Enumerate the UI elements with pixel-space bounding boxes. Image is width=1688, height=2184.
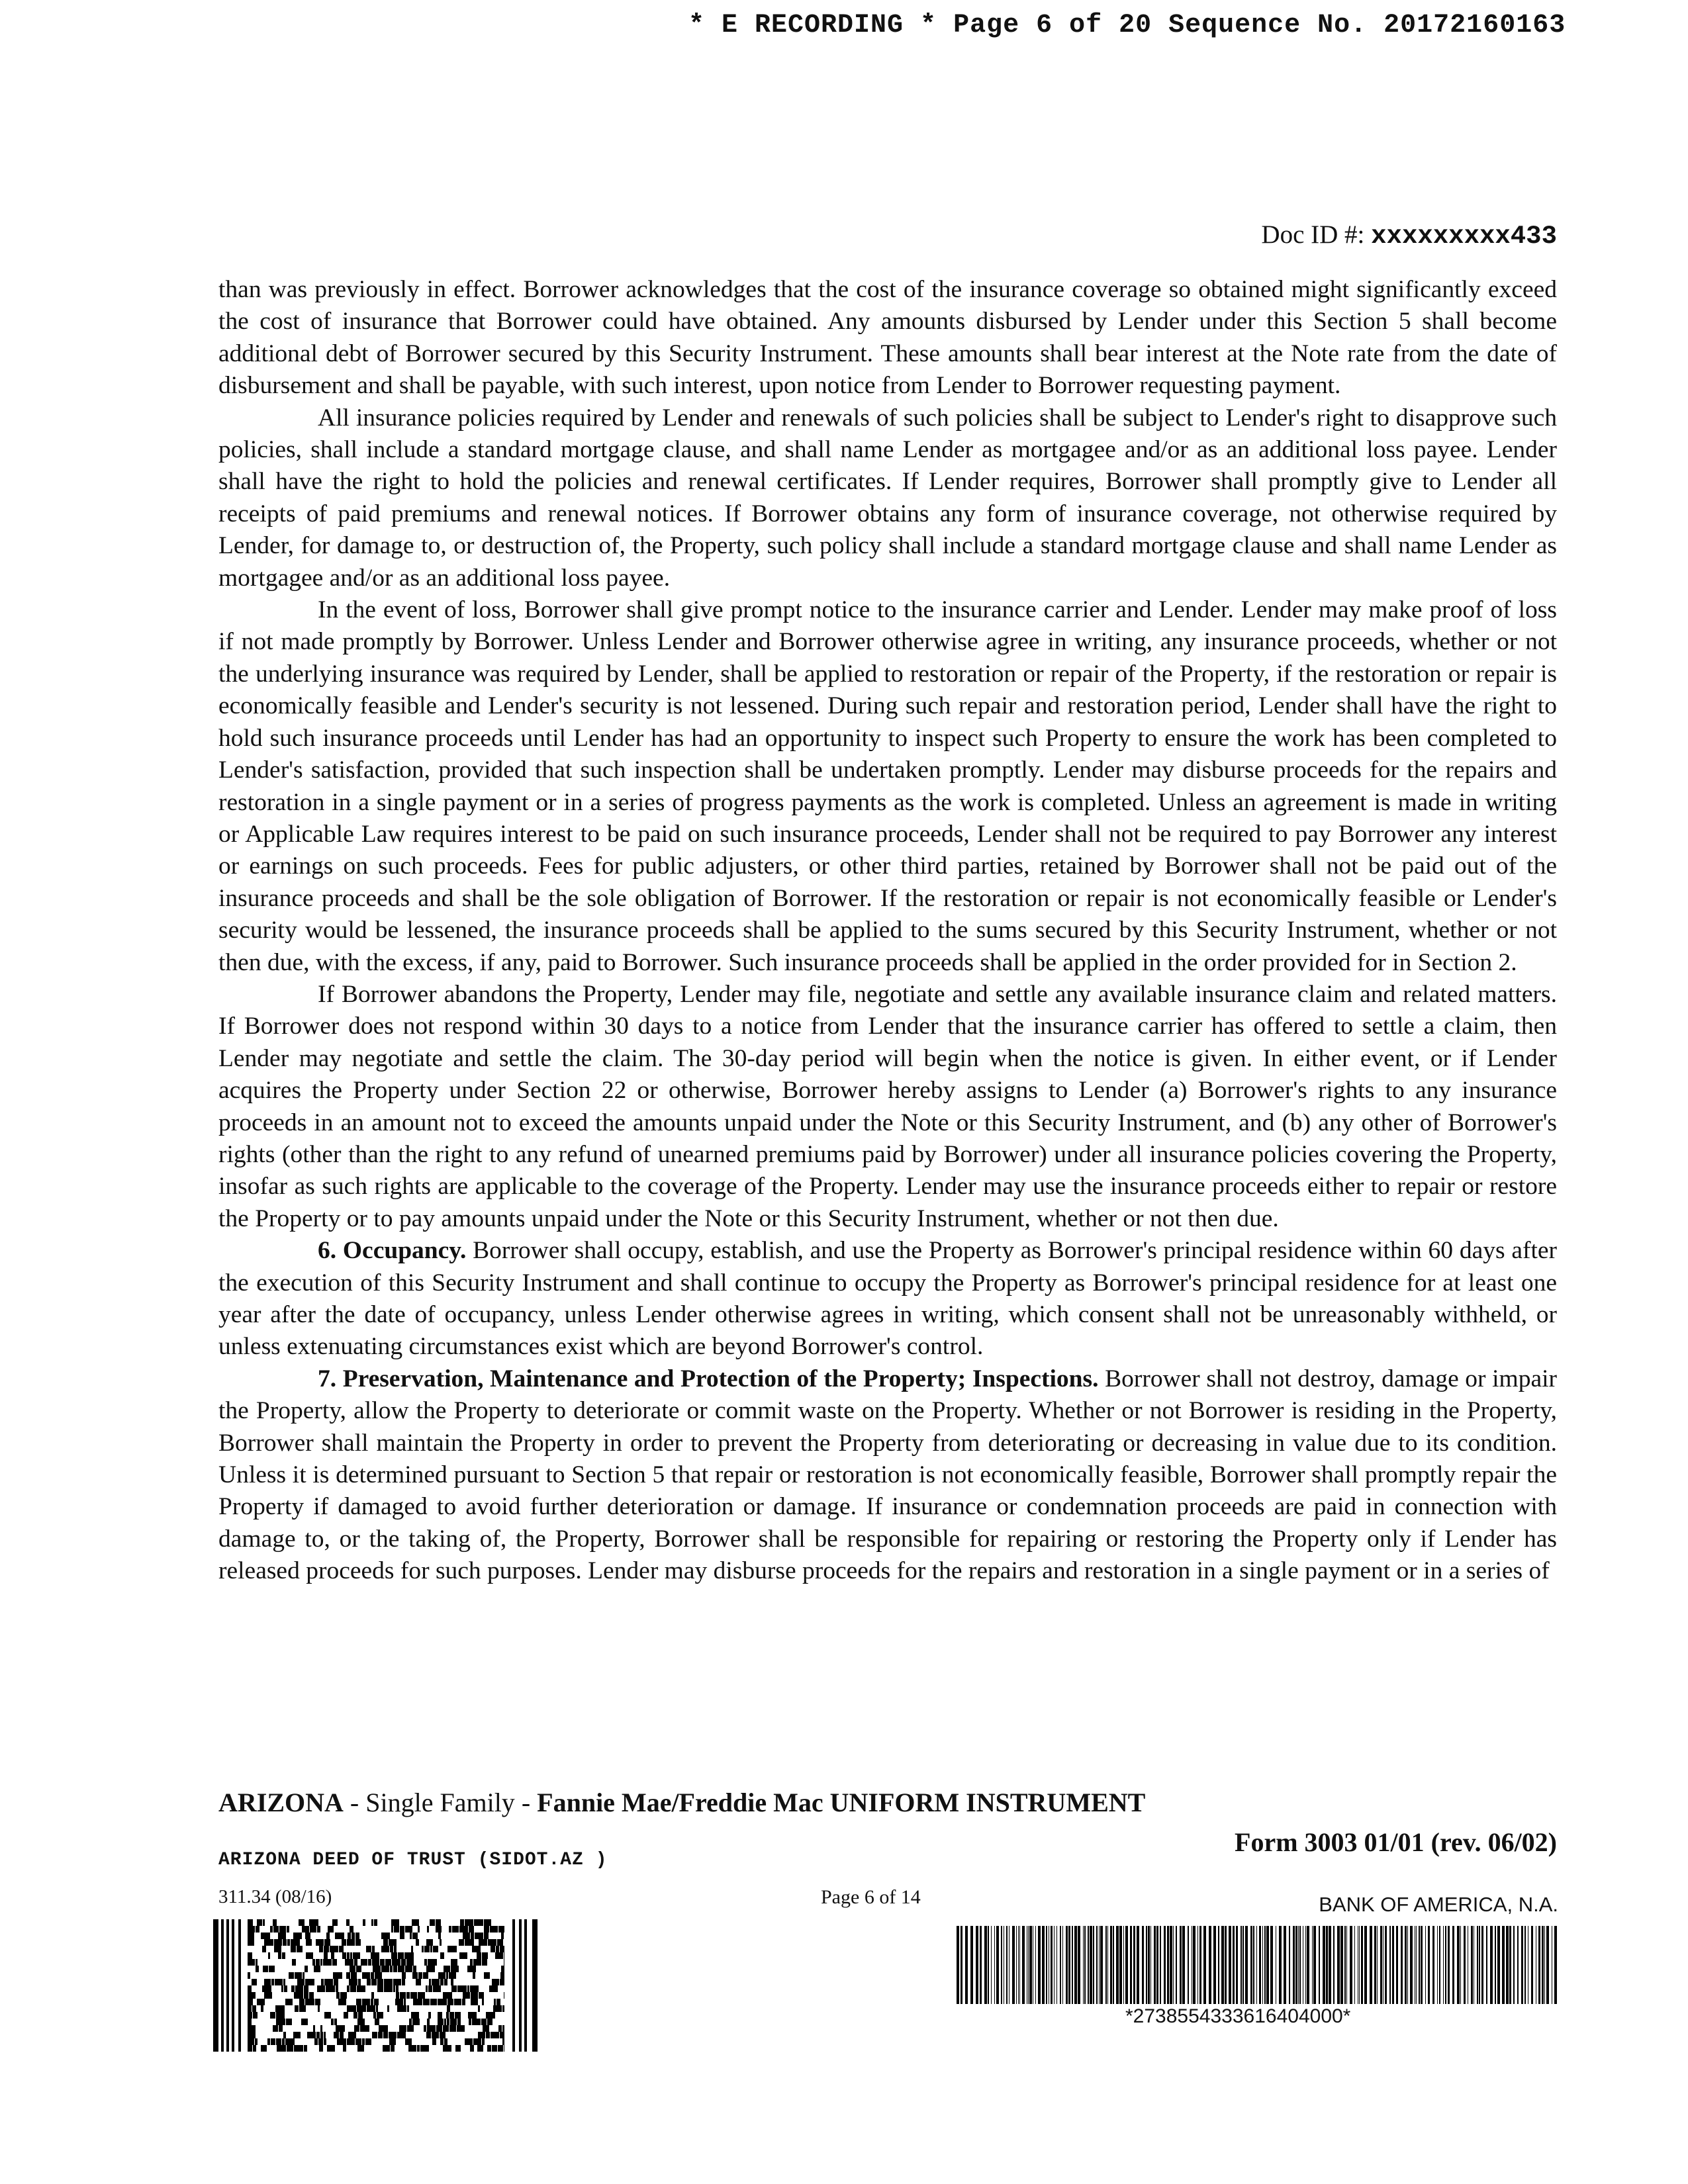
footer-page-number: Page 6 of 14 [821,1886,921,1908]
occupancy-text: Borrower shall occupy, establish, and use the Property as Borrower's principal residence within 60 days after the execution of this Security Instrument and shall continue to occupy the Property as Borrower's principal residence for at least one year after the date of occupancy, unless Lender otherwise agrees in writing, which consent shall not be unreasonably withheld, or unless extenuating circumstances exist which are beyond Borrower's control. [218,1237,1558,1361]
doc-id-value: xxxxxxxxx433 [1371,222,1557,251]
paragraph-event-of-loss: In the event of loss, Borrower shall give prompt notice to the insurance carrier and Lender. Lender may make proof of loss if not made promptly by Borrower. Unless Lender and Borrower otherwise agree in writing, any insurance proceeds, whether or not the underlying insurance was required by Lender, shall be applied to restoration or repair of the Property, if the restoration or repair is economically feasible and Lender's security is not lessened. During such repair and restoration period, Lender shall have the right to hold such insurance proceeds until Lender has had an opportunity to inspect such Property to ensure the work has been completed to Lender's satisfaction, provided that such inspection shall be undertaken promptly. Lender may disburse proceeds for the repairs and restoration in a single payment or in a series of progress payments as the work is completed. Unless an agreement is made in writing or Applicable Law requires interest to be paid on such insurance proceeds, Lender shall not be required to pay Borrower any interest or earnings on such proceeds. Fees for public adjusters, or other third parties, retained by Borrower shall not be paid out of the insurance proceeds and shall be the sole obligation of Borrower. If the restoration or repair is not economically feasible or Lender's security would be lessened, the insurance proceeds shall be applied to the sums secured by this Security Instrument, whether or not then due, with the excess, if any, paid to Borrower. Such insurance proceeds shall be applied in the order provided for in Section 2. [218,596,1557,976]
document-body [218,274,1557,1588]
preservation-text: Borrower shall not destroy, damage or impair the Property, allow the Property to deteriorate or commit waste on the Property. Whether or not Borrower is residing in the Property, Borrower shall maintain the Property in order to prevent the Property from deteriorating or decreasing in value due to its condition. Unless it is determined pursuant to Section 5 that repair or restoration is not economically feasible, Borrower shall promptly repair the Property if damaged to avoid further deterioration or damage. If insurance or condemnation proceeds are paid in connection with damage to, or the taking of, the Property, Borrower shall be responsible for repairing or restoring the Property only if Lender has released proceeds for such purposes. Lender may disburse proceeds for the repairs and restoration in a single payment or in a series of [218,1365,1558,1585]
linear-barcode-image [957,1926,1559,2004]
footer-version: 311.34 (08/16) [218,1886,332,1907]
paragraph-preservation [218,1363,1557,1588]
section-heading-occupancy: 6. Occupancy. [318,1237,467,1265]
pdf417-barcode-image [213,1919,538,2052]
paragraph-insurance-cost: than was previously in effect. Borrower acknowledges that the cost of the insurance coverage so obtained might significantly exceed the cost of insurance that Borrower could have obtained. Any amounts disbursed by Lender under this Section 5 shall become additional debt of Borrower secured by this Security Instrument. These amounts shall bear interest at the Note rate from the date of disbursement and shall be payable, with such interest, upon notice from Lender to Borrower requesting payment. [218,276,1557,400]
footer-family: Single Family [365,1788,515,1817]
paragraph-occupancy [218,1235,1557,1363]
doc-id-label: Doc ID #: [1261,220,1365,249]
footer-separator: - [343,1788,366,1817]
recording-header: * E RECORDING * Page 6 of 20 Sequence No. 20172160163 [688,11,1566,40]
footer-separator: - [514,1788,538,1817]
footer-deed-title: ARIZONA DEED OF TRUST (SIDOT.AZ ) [218,1850,608,1870]
footer-state: ARIZONA [218,1788,344,1817]
barcode-number: *2738554333616404000* [1125,2005,1351,2027]
footer-instrument: Fannie Mae/Freddie Mac UNIFORM INSTRUMENT [537,1788,1146,1817]
footer-form-number: Form 3003 01/01 (rev. 06/02) [1235,1827,1557,1857]
footer-bank-name: BANK OF AMERICA, N.A. [1319,1893,1558,1916]
section-heading-preservation: 7. Preservation, Maintenance and Protection of the Property; Inspections. [318,1365,1099,1392]
paragraph-abandonment: If Borrower abandons the Property, Lender may file, negotiate and settle any available insurance claim and related matters. If Borrower does not respond within 30 days to a notice from Lender that the insurance carrier has offered to settle a claim, then Lender may negotiate and settle the claim. The 30-day period will begin when the notice is given. In either event, or if Lender acquires the Property under Section 22 or otherwise, Borrower hereby assigns to Lender (a) Borrower's rights to any insurance proceeds in an amount not to exceed the amounts unpaid under the Note or this Security Instrument, and (b) any other of Borrower's rights (other than the right to any refund of unearned premiums paid by Borrower) under all insurance policies covering the Property, insofar as such rights are applicable to the coverage of the Property. Lender may use the insurance proceeds either to repair or restore the Property or to pay amounts unpaid under the Note or this Security Instrument, whether or not then due. [218,980,1557,1232]
paragraph-insurance-policies: All insurance policies required by Lender and renewals of such policies shall be subject to Lender's right to disapprove such policies, shall include a standard mortgage clause, and shall name Lender as mortgagee and/or as an additional loss payee. Lender shall have the right to hold the policies and renewal certificates. If Lender requires, Borrower shall promptly give to Lender all receipts of paid premiums and renewal notices. If Borrower obtains any form of insurance coverage, not otherwise required by Lender, for damage to, or destruction of, the Property, such policy shall include a standard mortgage clause and shall name Lender as mortgagee and/or as an additional loss payee. [218,404,1557,592]
footer-instrument-line [218,1787,1145,1818]
doc-id [1261,220,1557,251]
